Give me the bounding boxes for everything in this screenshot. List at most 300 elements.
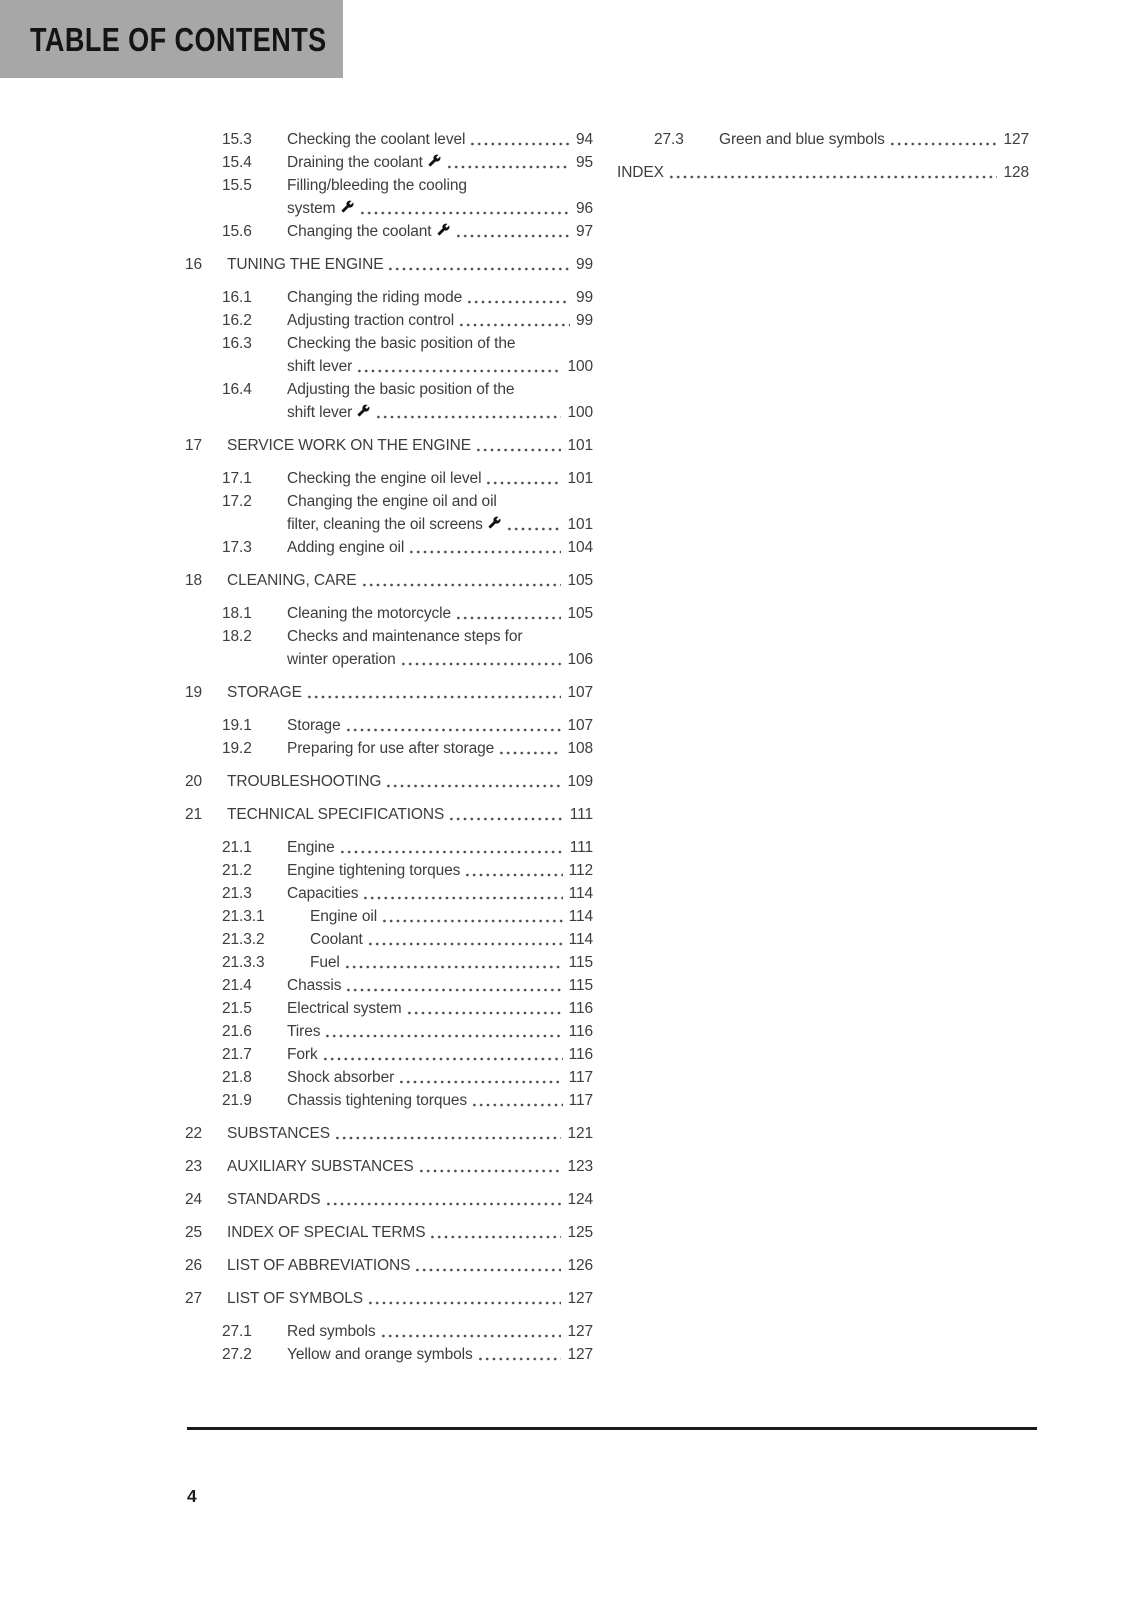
toc-entry-content xyxy=(287,1320,593,1343)
toc-entry-lastline xyxy=(287,836,593,859)
toc-entry-page: 116 xyxy=(568,1046,593,1063)
toc-entry-lastline xyxy=(287,1066,593,1089)
toc-entry-title: Yellow and orange symbols xyxy=(287,1346,473,1363)
toc-entry xyxy=(185,974,593,997)
toc-entry xyxy=(185,997,593,1020)
toc-entry-page: 101 xyxy=(567,470,593,487)
toc-entry-content xyxy=(287,714,593,737)
toc-entry-title: LIST OF SYMBOLS xyxy=(227,1290,364,1307)
toc-entry-title: Adjusting traction control xyxy=(287,312,455,329)
toc-entry-content xyxy=(227,681,593,704)
toc-entry-page: 127 xyxy=(567,1323,593,1340)
toc-entry-lastline xyxy=(310,928,593,951)
toc-entry-content xyxy=(287,997,593,1020)
toc-entry-page: 94 xyxy=(575,131,593,148)
toc-entry xyxy=(185,803,593,826)
toc-entry-content xyxy=(287,309,593,332)
toc-entry-number: 20 xyxy=(185,773,203,790)
toc-entry-lastline xyxy=(287,128,593,151)
dot-leader xyxy=(464,859,562,882)
toc-entry-title: Coolant xyxy=(310,931,363,948)
toc-entry-number: 21.5 xyxy=(222,1000,252,1017)
toc-entry-number: 19.2 xyxy=(222,740,252,757)
toc-entry-title: Electrical system xyxy=(287,1000,402,1017)
toc-entry xyxy=(185,1320,593,1343)
toc-entry-number: 16.2 xyxy=(222,312,252,329)
toc-entry-page: 117 xyxy=(568,1069,593,1086)
dot-leader xyxy=(381,905,563,928)
toc-entry xyxy=(185,681,593,704)
toc-entry-number: 17.1 xyxy=(222,470,252,487)
dot-leader xyxy=(361,569,562,592)
toc-entry-content xyxy=(310,928,593,951)
toc-entry-number: 21.3 xyxy=(222,885,252,902)
dot-leader xyxy=(471,1089,563,1112)
toc-entry-page: 114 xyxy=(568,908,593,925)
toc-entry-content xyxy=(287,737,593,760)
dot-leader xyxy=(345,974,562,997)
toc-entry-title: AUXILIARY SUBSTANCES xyxy=(227,1158,414,1175)
toc-entry-number: 21.1 xyxy=(222,839,252,856)
toc-entry-content xyxy=(287,1066,593,1089)
toc-entry-page: 123 xyxy=(567,1158,593,1175)
toc-entry-number: 27.2 xyxy=(222,1346,252,1363)
toc-entry-page: 108 xyxy=(567,740,593,757)
toc-entry-number: 22 xyxy=(185,1125,203,1142)
toc-entry-lastline xyxy=(617,161,1029,184)
toc-entry-lastline xyxy=(287,355,593,378)
dot-leader xyxy=(398,1066,562,1089)
dot-leader xyxy=(668,161,998,184)
dot-leader xyxy=(406,997,563,1020)
toc-entry-number: 21.6 xyxy=(222,1023,252,1040)
toc-entry-lastline xyxy=(287,974,593,997)
dot-leader xyxy=(387,253,569,276)
toc-entry-title: Fuel xyxy=(310,954,340,971)
dot-leader xyxy=(469,128,570,151)
toc-entry xyxy=(185,1020,593,1043)
toc-entry-number: 16.4 xyxy=(222,381,252,398)
toc-entry-title: STORAGE xyxy=(227,684,302,701)
toc-entry-content xyxy=(287,467,593,490)
toc-entry-number: 21.3.3 xyxy=(222,954,265,971)
toc-entry-page: 116 xyxy=(568,1000,593,1017)
toc-entry-number: 27.1 xyxy=(222,1323,252,1340)
dot-leader xyxy=(334,1122,562,1145)
toc-entry-lastline xyxy=(227,1188,593,1211)
toc-entry-title: Capacities xyxy=(287,885,359,902)
toc-entry-title: Changing the riding mode xyxy=(287,289,463,306)
toc-entry-page: 121 xyxy=(567,1125,593,1142)
dot-leader xyxy=(306,681,562,704)
page-number: 4 xyxy=(187,1486,197,1506)
toc-entry-lastline xyxy=(287,309,593,332)
dot-leader xyxy=(477,1343,562,1366)
toc-entry-lastline xyxy=(310,905,593,928)
toc-entry-number: 16.3 xyxy=(222,335,252,352)
toc-entry-content xyxy=(287,625,593,671)
toc-entry-content xyxy=(227,803,593,826)
toc-entry-number: 21.4 xyxy=(222,977,252,994)
toc-entry xyxy=(185,536,593,559)
toc-entry-title: Fork xyxy=(287,1046,318,1063)
dot-leader xyxy=(339,836,564,859)
toc-entry-number: 16 xyxy=(185,256,203,273)
toc-entry-title: Changing the coolant xyxy=(287,223,432,240)
toc-entry-number: 21.3.1 xyxy=(222,908,265,925)
toc-entry xyxy=(185,1343,593,1366)
toc-entry-page: 104 xyxy=(567,539,593,556)
toc-entry-content xyxy=(287,1089,593,1112)
toc-entry-page: 116 xyxy=(568,1023,593,1040)
toc-entry-page: 127 xyxy=(567,1290,593,1307)
toc-entry-number: 24 xyxy=(185,1191,203,1208)
toc-entry-content xyxy=(287,974,593,997)
dot-leader xyxy=(344,951,563,974)
toc-entry-lastline xyxy=(287,737,593,760)
toc-entry-title: LIST OF ABBREVIATIONS xyxy=(227,1257,411,1274)
toc-entry-number: 18 xyxy=(185,572,203,589)
toc-entry-page: 124 xyxy=(567,1191,593,1208)
toc-entry xyxy=(185,434,593,457)
toc-entry-title: TECHNICAL SPECIFICATIONS xyxy=(227,806,445,823)
toc-entry xyxy=(185,332,593,378)
toc-entry-number: 21.2 xyxy=(222,862,252,879)
dot-leader xyxy=(367,928,563,951)
toc-entry-page: 96 xyxy=(575,200,593,217)
toc-entry-title: Engine tightening torques xyxy=(287,862,461,879)
toc-entry xyxy=(185,882,593,905)
toc-entry-content xyxy=(287,151,593,174)
page-header xyxy=(0,0,343,78)
toc-entry-title: Shock absorber xyxy=(287,1069,395,1086)
toc-entry-number: 15.5 xyxy=(222,177,252,194)
toc-entry-lastline xyxy=(287,513,593,536)
toc-entry-number: 15.3 xyxy=(222,131,252,148)
toc-entry-page: 111 xyxy=(569,806,593,823)
toc-entry-lastline xyxy=(310,951,593,974)
toc-entry-page: 99 xyxy=(575,256,593,273)
toc-entry-page: 115 xyxy=(568,954,593,971)
toc-entry-page: 115 xyxy=(568,977,593,994)
toc-entry-number: 25 xyxy=(185,1224,203,1241)
toc-entry-title: STANDARDS xyxy=(227,1191,321,1208)
toc-column-right xyxy=(617,128,1029,194)
toc-entry xyxy=(185,859,593,882)
dot-leader xyxy=(418,1155,562,1178)
toc-entry-lastline xyxy=(227,569,593,592)
dot-leader xyxy=(345,714,562,737)
toc-entry xyxy=(185,1155,593,1178)
toc-entry-page: 112 xyxy=(568,862,593,879)
toc-entry-content xyxy=(310,951,593,974)
toc-entry-title: INDEX OF SPECIAL TERMS xyxy=(227,1224,426,1241)
toc-entry-content xyxy=(227,1287,593,1310)
toc-entry-lastline xyxy=(287,536,593,559)
toc-entry xyxy=(185,128,593,151)
toc-entry xyxy=(185,602,593,625)
toc-entry-page: 106 xyxy=(567,651,593,668)
toc-entry-title: filter, cleaning the oil screens xyxy=(287,516,483,533)
toc-entry-lastline xyxy=(287,1089,593,1112)
toc-entry-page: 127 xyxy=(1003,131,1029,148)
dot-leader xyxy=(889,128,998,151)
dot-leader xyxy=(356,355,561,378)
toc-entry-lastline xyxy=(287,1020,593,1043)
toc-entry-title: Preparing for use after storage xyxy=(287,740,495,757)
toc-entry-lastline xyxy=(287,648,593,671)
dot-leader xyxy=(506,513,562,536)
toc-entry-title: Green and blue symbols xyxy=(719,131,885,148)
toc-entry-number: 23 xyxy=(185,1158,203,1175)
toc-entry xyxy=(185,1221,593,1244)
toc-entry-title: Draining the coolant xyxy=(287,154,423,171)
toc-entry xyxy=(185,836,593,859)
toc-entry xyxy=(185,490,593,536)
toc-entry-content xyxy=(287,128,593,151)
toc-entry-lastline xyxy=(227,803,593,826)
toc-entry-content xyxy=(617,161,1029,184)
toc-entry xyxy=(185,174,593,220)
wrench-icon xyxy=(487,516,502,529)
toc-entry-content xyxy=(227,1221,593,1244)
wrench-icon xyxy=(436,223,451,236)
toc-entry-title-line: Changing the engine oil and oil xyxy=(287,493,497,510)
toc-entry-title: TROUBLESHOOTING xyxy=(227,773,382,790)
toc-entry-number: 19.1 xyxy=(222,717,252,734)
dot-leader xyxy=(458,309,570,332)
toc-entry-lastline xyxy=(287,714,593,737)
toc-entry-content xyxy=(227,1188,593,1211)
toc-entry-lastline xyxy=(287,220,593,243)
toc-entry-number: 27 xyxy=(185,1290,203,1307)
toc-entry xyxy=(185,928,593,951)
toc-entry xyxy=(185,1066,593,1089)
dot-leader xyxy=(455,602,561,625)
toc-entry-content xyxy=(227,1122,593,1145)
toc-entry-page: 111 xyxy=(569,839,593,856)
toc-entry-number: 21 xyxy=(185,806,203,823)
toc-entry-page: 117 xyxy=(568,1092,593,1109)
wrench-icon xyxy=(427,154,442,167)
toc-entry-page: 105 xyxy=(567,605,593,622)
toc-entry xyxy=(185,569,593,592)
toc-entry-title: SUBSTANCES xyxy=(227,1125,330,1142)
toc-entry xyxy=(185,151,593,174)
toc-entry-content xyxy=(287,882,593,905)
toc-entry xyxy=(185,220,593,243)
toc-entry-number: 21.8 xyxy=(222,1069,252,1086)
toc-entry xyxy=(185,1089,593,1112)
toc-entry-page: 107 xyxy=(567,684,593,701)
toc-entry-page: 128 xyxy=(1003,164,1029,181)
toc-entry-number: 16.1 xyxy=(222,289,252,306)
toc-entry-number: 17.2 xyxy=(222,493,252,510)
toc-entry xyxy=(617,128,1029,151)
toc-entry-title: shift lever xyxy=(287,358,353,375)
toc-entry-lastline xyxy=(227,1221,593,1244)
toc-entry-content xyxy=(287,378,593,424)
toc-entry-content xyxy=(287,1343,593,1366)
toc-entry-content xyxy=(287,490,593,536)
dot-leader xyxy=(485,467,561,490)
toc-entry-content xyxy=(310,905,593,928)
toc-entry-title-line: Filling/bleeding the cooling xyxy=(287,177,467,194)
toc-entry-title: Storage xyxy=(287,717,341,734)
toc-entry-lastline xyxy=(287,401,593,424)
toc-entry-page: 126 xyxy=(567,1257,593,1274)
toc-entry-title: CLEANING, CARE xyxy=(227,572,357,589)
toc-entry-lastline xyxy=(287,997,593,1020)
toc-entry-number: 21.7 xyxy=(222,1046,252,1063)
toc-entry-number: 17.3 xyxy=(222,539,252,556)
toc-entry-lastline xyxy=(287,859,593,882)
toc-entry xyxy=(185,625,593,671)
toc-entry-content xyxy=(227,770,593,793)
toc-entry-title: Adding engine oil xyxy=(287,539,405,556)
dot-leader xyxy=(498,737,561,760)
toc-entry xyxy=(185,737,593,760)
dot-leader xyxy=(448,803,564,826)
toc-entry-content xyxy=(287,836,593,859)
toc-entry-content xyxy=(227,253,593,276)
toc-entry-content xyxy=(227,1155,593,1178)
toc-entry xyxy=(185,286,593,309)
toc-entry-title: Chassis xyxy=(287,977,342,994)
toc-entry xyxy=(185,770,593,793)
toc-entry-title: Engine xyxy=(287,839,335,856)
toc-entry-title: winter operation xyxy=(287,651,396,668)
toc-entry xyxy=(185,905,593,928)
wrench-icon xyxy=(356,404,371,417)
toc-entry-number: 17 xyxy=(185,437,203,454)
toc-entry-content xyxy=(287,220,593,243)
toc-entry-title: Cleaning the motorcycle xyxy=(287,605,451,622)
toc-entry-lastline xyxy=(227,1287,593,1310)
toc-entry-lastline xyxy=(287,1343,593,1366)
toc-entry xyxy=(185,378,593,424)
toc-entry xyxy=(185,714,593,737)
toc-entry xyxy=(185,1287,593,1310)
toc-entry-lastline xyxy=(227,681,593,704)
toc-entry-title-line: Checking the basic position of the xyxy=(287,335,516,352)
wrench-icon xyxy=(340,200,355,213)
toc-entry-page: 99 xyxy=(575,289,593,306)
dot-leader xyxy=(324,1020,562,1043)
dot-leader xyxy=(446,151,570,174)
toc-entry-content xyxy=(227,1254,593,1277)
toc-entry-lastline xyxy=(287,1320,593,1343)
dot-leader xyxy=(466,286,570,309)
dot-leader xyxy=(380,1320,562,1343)
toc-entry-lastline xyxy=(287,151,593,174)
dot-leader xyxy=(375,401,561,424)
toc-entry-number: 18.2 xyxy=(222,628,252,645)
toc-entry-number: 15.4 xyxy=(222,154,252,171)
toc-entry-content xyxy=(287,859,593,882)
toc-entry-content xyxy=(227,569,593,592)
toc-entry-page: 101 xyxy=(567,437,593,454)
toc-entry-content xyxy=(719,128,1029,151)
toc-entry xyxy=(185,1188,593,1211)
toc-entry-number: 15.6 xyxy=(222,223,252,240)
page-title xyxy=(30,21,392,59)
toc-entry-title: Checking the coolant level xyxy=(287,131,466,148)
dot-leader xyxy=(429,1221,561,1244)
toc-entry-title-line: Adjusting the basic position of the xyxy=(287,381,515,398)
toc-entry-lastline xyxy=(287,286,593,309)
toc-entry-page: 99 xyxy=(575,312,593,329)
toc-entry-title: shift lever xyxy=(287,404,353,421)
toc-entry-title-line: Checks and maintenance steps for xyxy=(287,628,523,645)
toc-entry-content xyxy=(287,286,593,309)
toc-entry-lastline xyxy=(227,253,593,276)
toc-entry-number: 21.9 xyxy=(222,1092,252,1109)
dot-leader xyxy=(359,197,570,220)
toc-entry-page: 95 xyxy=(575,154,593,171)
dot-leader xyxy=(362,882,562,905)
toc-entry-page: 125 xyxy=(567,1224,593,1241)
toc-entry-page: 101 xyxy=(567,516,593,533)
toc-entry-lastline xyxy=(287,197,593,220)
toc-entry-content xyxy=(287,602,593,625)
toc-entry-lastline xyxy=(719,128,1029,151)
toc-entry xyxy=(185,467,593,490)
toc-entry-page: 100 xyxy=(567,358,593,375)
toc-entry-title: INDEX xyxy=(617,164,664,181)
toc-entry-page: 127 xyxy=(567,1346,593,1363)
toc-entry-number: 21.3.2 xyxy=(222,931,265,948)
dot-leader xyxy=(385,770,561,793)
dot-leader xyxy=(367,1287,561,1310)
toc-entry-content xyxy=(227,434,593,457)
toc-entry xyxy=(185,951,593,974)
toc-entry-lastline xyxy=(227,434,593,457)
toc-entry-lastline xyxy=(227,770,593,793)
toc-entry-content xyxy=(287,536,593,559)
toc-entry-number: 26 xyxy=(185,1257,203,1274)
dot-leader xyxy=(475,434,561,457)
toc-column-left xyxy=(185,128,593,1366)
toc-entry-title: SERVICE WORK ON THE ENGINE xyxy=(227,437,472,454)
toc-entry-content xyxy=(287,332,593,378)
toc-entry-lastline xyxy=(287,602,593,625)
toc-entry-title: Checking the engine oil level xyxy=(287,470,482,487)
toc-entry-page: 97 xyxy=(575,223,593,240)
toc-entry-title: TUNING THE ENGINE xyxy=(227,256,384,273)
toc-entry-page: 114 xyxy=(568,931,593,948)
toc-entry-number: 27.3 xyxy=(654,131,684,148)
toc-entry-title: Engine oil xyxy=(310,908,378,925)
dot-leader xyxy=(322,1043,563,1066)
toc-entry-lastline xyxy=(287,467,593,490)
toc-entry-title: Tires xyxy=(287,1023,321,1040)
toc-entry-content xyxy=(287,1020,593,1043)
toc-entry-content xyxy=(287,174,593,220)
toc-entry-page: 100 xyxy=(567,404,593,421)
dot-leader xyxy=(400,648,562,671)
dot-leader xyxy=(414,1254,561,1277)
toc-entry-lastline xyxy=(287,1043,593,1066)
dot-leader xyxy=(455,220,570,243)
toc-entry xyxy=(185,309,593,332)
toc-entry xyxy=(185,1122,593,1145)
dot-leader xyxy=(408,536,561,559)
toc-entry-lastline xyxy=(287,882,593,905)
dot-leader xyxy=(325,1188,562,1211)
toc-entry-lastline xyxy=(227,1155,593,1178)
page-title-text: TABLE OF CONTENTS xyxy=(30,21,327,58)
